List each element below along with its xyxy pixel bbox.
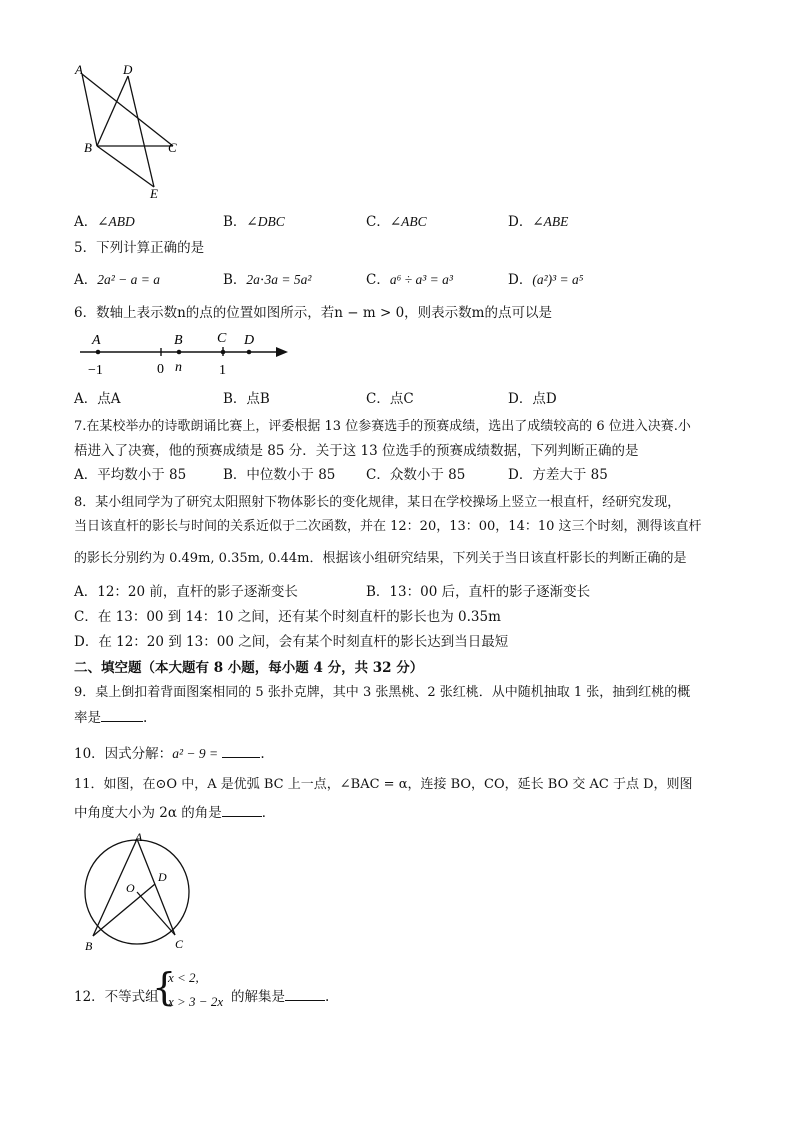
value-1: 1 (219, 363, 226, 378)
q6-option-b[interactable]: B．点B (223, 391, 270, 407)
q4-figure (70, 62, 190, 202)
q8-option-d[interactable]: D．在 12：20 到 13：00 之间，会有某个时刻直杆的影长达到当日最短 (74, 634, 509, 650)
q6-option-d[interactable]: D．点D (508, 391, 557, 407)
q11-line2: 中角度大小为 2α 的角是 ． (74, 805, 276, 821)
q11-figure (72, 826, 202, 952)
q9-line1: 9．桌上倒扣着背面图案相同的 5 张扑克牌，其中 3 张黑桃、2 张红桃．从中随机抽取 1 张，抽到红桃的概 (74, 685, 691, 700)
q7-line1: 7.在某校举办的诗歌朗诵比赛上，评委根据 13 位参赛选手的预赛成绩，选出了成绩较高的 6 位进入决赛.小 (74, 419, 691, 434)
section-2-title: 二、填空题（本大题有 8 小题，每小题 4 分，共 32 分） (74, 660, 424, 676)
point-c-dot (221, 350, 226, 355)
q8-line3: 的影长分别约为 0.49m, 0.35m, 0.44m．根据该小组研究结果，下列关于当日该直杆影长的判断正确的是 (74, 551, 687, 566)
q11-line1: 11．如图，在⊙O 中，A 是优弧 BC 上一点，∠BAC = α，连接 BO，CO，延长 BO 交 AC 于点 D，则图 (74, 777, 693, 792)
point-b-label: B (174, 333, 183, 348)
value-neg1: −1 (88, 363, 103, 378)
q5-option-d[interactable]: D．(a²)³ = a⁵ (508, 272, 584, 288)
q9-line2: 率是 . (74, 710, 148, 726)
q10-line: 10．因式分解：a² − 9 = . (74, 746, 265, 762)
label-a: A (75, 62, 83, 77)
q8-option-a[interactable]: A．12：20 前，直杆的影子逐渐变长 (74, 584, 298, 600)
q12-inequality-2: x > 3 − 2x (168, 994, 224, 1009)
q11-answer-blank[interactable] (222, 804, 262, 817)
q5-option-a[interactable]: A．2a² − a = a (74, 272, 161, 288)
q9-answer-blank[interactable] (101, 709, 143, 722)
q8-line2: 当日该直杆的影长与时间的关系近似于二次函数，并在 12：20，13：00，14：10 这三个时刻，测得该直杆 (74, 519, 702, 534)
label-b: B (84, 140, 92, 155)
point-c-label: C (217, 331, 227, 346)
q6-stem: 6．数轴上表示数n的点的位置如图所示，若n − m > 0，则表示数m的点可以是 (74, 305, 552, 321)
q6-option-a[interactable]: A．点A (74, 391, 121, 407)
point-d-dot (247, 350, 252, 355)
label-a: A (135, 830, 143, 844)
line-bd (97, 76, 128, 146)
label-c: C (175, 937, 184, 951)
label-d: D (158, 870, 167, 884)
q12-tail: 的解集是 . (231, 989, 330, 1005)
q7-option-d[interactable]: D．方差大于 85 (508, 467, 608, 483)
q5-option-b[interactable]: B．2a⋅3a = 5a² (223, 272, 312, 288)
q6-number-line (76, 328, 296, 378)
label-c: C (168, 140, 177, 155)
q7-option-b[interactable]: B．中位数小于 85 (223, 467, 336, 483)
q4-option-b[interactable]: B．∠DBC (223, 214, 285, 230)
line-ac (137, 839, 175, 935)
q8-line1: 8．某小组同学为了研究太阳照射下物体影长的变化规律，某日在学校操场上竖立一根直杆，经研究发现， (74, 495, 681, 510)
value-0: 0 (157, 362, 164, 377)
q12-brace: { (152, 965, 177, 1009)
q12-stem: 12．不等式组 (74, 989, 159, 1005)
q8-option-c[interactable]: C．在 13：00 到 14：10 之间，还有某个时刻直杆的影长也为 0.35m (74, 609, 501, 625)
line-bd (93, 884, 155, 936)
point-b-dot (177, 350, 182, 355)
point-a-label: A (92, 333, 101, 348)
q12-answer-blank[interactable] (285, 988, 325, 1001)
value-n: n (175, 360, 182, 375)
q7-option-a[interactable]: A．平均数小于 85 (74, 467, 187, 483)
number-line-arrow (276, 347, 288, 357)
q6-option-c[interactable]: C．点C (366, 391, 414, 407)
q10-answer-blank[interactable] (222, 745, 260, 758)
label-b: B (85, 939, 93, 952)
line-ac (82, 74, 173, 146)
point-d-label: D (244, 333, 255, 348)
label-e: E (150, 186, 158, 201)
q12-inequality-1: x < 2, (168, 970, 199, 985)
label-d: D (123, 62, 133, 77)
q7-option-c[interactable]: C．众数小于 85 (366, 467, 466, 483)
q5-option-c[interactable]: C．a⁶ ÷ a³ = a³ (366, 272, 453, 288)
q4-option-a[interactable]: A．∠ABD (74, 214, 135, 230)
q4-option-d[interactable]: D．∠ABE (508, 214, 569, 230)
q5-stem: 5．下列计算正确的是 (74, 240, 205, 256)
line-oc (137, 892, 175, 935)
q7-line2: 梧进入了决赛，他的预赛成绩是 85 分．关于这 13 位选手的预赛成绩数据，下列判断正确的是 (74, 443, 639, 459)
q4-option-c[interactable]: C．∠ABC (366, 214, 427, 230)
point-a-dot (96, 350, 101, 355)
q8-option-b[interactable]: B．13：00 后，直杆的影子逐渐变长 (366, 584, 591, 600)
label-o: O (126, 881, 135, 895)
